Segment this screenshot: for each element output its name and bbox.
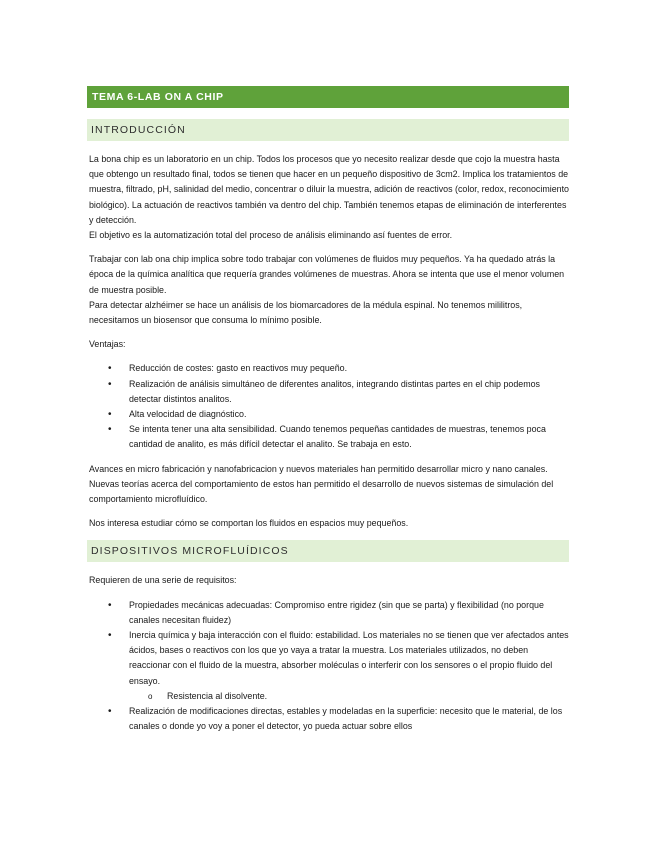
intro-paragraph-5: Avances en micro fabricación y nanofabricacion y nuevos materiales han permitido desarrollar micro y nano canales. Nuevas teorías acerca del comportamiento de estos han permitido el desarrollo de nuevos sistemas de simulación del comportamiento microfluídico.: [89, 463, 554, 505]
intro-paragraph-3: Trabajar con lab ona chip implica sobre todo trabajar con volúmenes de fluidos muy pequeños. Ya ha quedado atrás la época de la química analítica que requería grandes volúmenes de muestras. Ahora se intenta que use el menor volumen de muestra posible.: [89, 254, 565, 295]
requisitos-list: [87, 598, 569, 735]
list-item: • Realización de análisis simultáneo de diferentes analitos, integrando distintas partes en el chip podemos detectar distintos analitos.: [129, 377, 569, 407]
sub-list-item: o Resistencia al disolvente.: [167, 689, 569, 704]
sub-list: [129, 689, 569, 704]
section-heading-introduccion: INTRODUCCIÓN: [87, 119, 569, 141]
intro-paragraph-4: Para detectar alzhéimer se hace un análisis de los biomarcadores de la médula espinal. No tenemos mililitros, necesitamos un biosensor que consuma lo mínimo posible.: [89, 299, 523, 326]
list-item: • Propiedades mecánicas adecuadas: Compromiso entre rigidez (sin que se parta) y flexibilidad (no porque canales necesitan fluidez): [129, 598, 569, 628]
list-item-text: Inercia química y baja interacción con el fluido: estabilidad. Los materiales no se tienen que ver afectados antes ácidos, bases o reactivos con los que yo vaya a tratar la muestra. Los materiales utilizados, no deben reaccionar con el fluido de la muestra, absorber moléculas o interferir con los sensores o el propio fluido del ensayo.: [129, 630, 569, 686]
list-item: • Reducción de costes: gasto en reactivos muy pequeño.: [129, 361, 569, 376]
dispositivos-intro: Requieren de una serie de requisitos:: [89, 575, 237, 586]
intro-paragraph-6: Nos interesa estudiar cómo se comportan los fluidos en espacios muy pequeños.: [89, 518, 409, 529]
document-title: TEMA 6-LAB ON A CHIP: [87, 86, 569, 108]
intro-paragraph-1: La bona chip es un laboratorio en un chip. Todos los procesos que yo necesito realizar desde que cojo la muestra hasta que obtengo un resultado final, todos se tienen que hacer en un pequeño dispositivo de 3cm2. Implica los tratamientos de muestra, filtrado, pH, salinidad del medio, concentrar o diluir la muestra, adición de reactivos (color, redox, reconocimiento biológico). La actuación de reactivos también va dentro del chip. También tenemos etapas de eliminación de interferentes y detección.: [89, 154, 569, 225]
list-item: [129, 628, 569, 704]
list-item: • Realización de modificaciones directas, estables y modeladas en la superficie: necesito que le material, de los canales o donde yo voy a poner el detector, yo pueda actuar sobre ellos: [129, 704, 569, 734]
ventajas-label: Ventajas:: [89, 339, 126, 350]
ventajas-list: [87, 361, 569, 452]
list-item: • Se intenta tener una alta sensibilidad. Cuando tenemos pequeñas cantidades de muestras, tenemos poca cantidad de analito, es más difícil detectar el analito. Se trabaja en esto.: [129, 422, 569, 452]
section-heading-dispositivos: DISPOSITIVOS MICROFLUÍDICOS: [87, 540, 569, 562]
document-page: [87, 86, 569, 744]
intro-paragraph-2: El objetivo es la automatización total del proceso de análisis eliminando así fuentes de error.: [89, 230, 453, 241]
list-item: • Alta velocidad de diagnóstico.: [129, 407, 569, 422]
